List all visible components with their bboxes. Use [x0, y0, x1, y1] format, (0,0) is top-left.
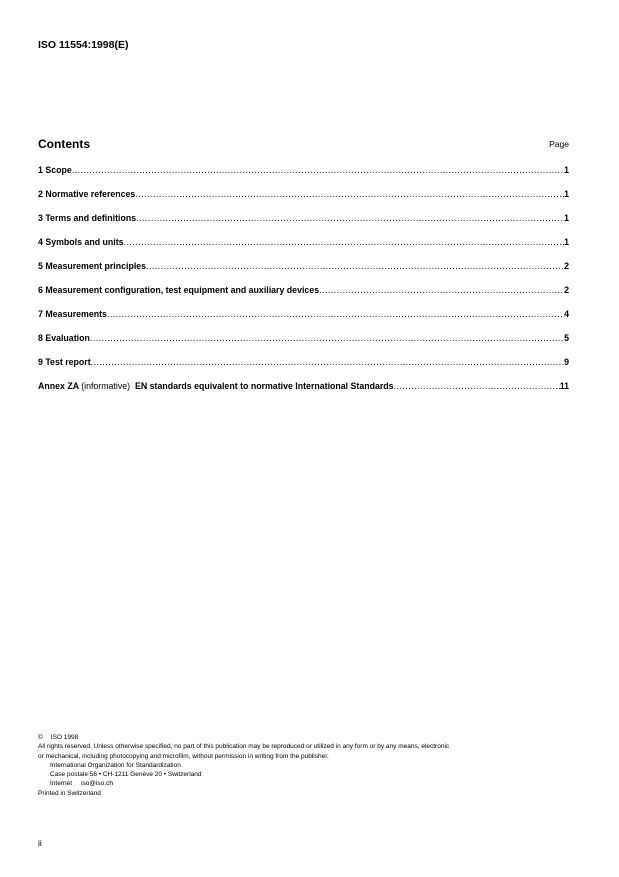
- annex-informative-note: (informative): [81, 381, 131, 391]
- toc-entry-page: 5: [564, 333, 569, 343]
- toc-entry-page: 2: [564, 261, 569, 271]
- dot-leader: [394, 381, 560, 391]
- toc-entry-symbols-and-units[interactable]: [38, 237, 569, 261]
- dot-leader: [90, 333, 564, 343]
- document-identifier: ISO 11554:1998(E): [38, 39, 129, 51]
- dot-leader: [146, 261, 564, 271]
- toc-entry-evaluation[interactable]: [38, 333, 569, 357]
- toc-entry-title: 6 Measurement configuration, test equipment and auxiliary devices: [38, 285, 320, 295]
- toc-entry-title: [38, 381, 394, 391]
- toc-entry-title: 2 Normative references: [38, 189, 136, 199]
- toc-entry-title: 4 Symbols and units: [38, 237, 124, 247]
- toc-entry-measurements[interactable]: [38, 309, 569, 333]
- rights-statement-line-1: All rights reserved. Unless otherwise specified, no part of this publication may be reproduced or utilized in any form or by any means, electronic: [38, 743, 450, 751]
- annex-label: Annex ZA: [38, 381, 79, 391]
- toc-entry-annex-za[interactable]: [38, 381, 569, 405]
- toc-entry-title: 9 Test report: [38, 357, 91, 367]
- copyright-text: ISO 1998: [50, 734, 79, 741]
- toc-entry-page: 9: [564, 357, 569, 367]
- copyright-line: [38, 733, 578, 742]
- copyright-symbol: ©: [38, 734, 43, 741]
- organization-internet: Internet iso@iso.ch: [50, 780, 113, 788]
- rights-statement-line-2: or mechanical, including photocopying and microfilm, without permission in writing from the publisher.: [38, 752, 329, 760]
- toc-entry-measurement-principles[interactable]: [38, 261, 569, 285]
- printed-in: Printed in Switzerland: [38, 789, 101, 797]
- page-number: ii: [38, 838, 42, 848]
- organization-address: Case postale 56 • CH-1211 Genève 20 • Switzerland: [50, 771, 202, 779]
- dot-leader: [319, 285, 564, 295]
- table-of-contents: [38, 165, 569, 405]
- toc-entry-title: 3 Terms and definitions: [38, 213, 137, 223]
- toc-entry-page: 4: [564, 309, 569, 319]
- contents-heading: Contents: [38, 137, 90, 151]
- toc-entry-title: 1 Scope: [38, 165, 72, 175]
- toc-entry-measurement-configuration[interactable]: [38, 285, 569, 309]
- toc-entry-test-report[interactable]: [38, 357, 569, 381]
- dot-leader: [107, 309, 564, 319]
- toc-entry-page: 1: [564, 213, 569, 223]
- toc-entry-page: 11: [559, 381, 569, 391]
- annex-title: EN standards equivalent to normative International Standards: [134, 381, 394, 391]
- toc-entry-title: 5 Measurement principles: [38, 261, 147, 271]
- organization-name: International Organization for Standardization: [50, 761, 181, 769]
- toc-entry-terms-and-definitions[interactable]: [38, 213, 569, 237]
- toc-entry-page: 2: [564, 285, 569, 295]
- toc-entry-page: 1: [564, 237, 569, 247]
- toc-entry-scope[interactable]: [38, 165, 569, 189]
- toc-entry-title: 8 Evaluation: [38, 333, 90, 343]
- toc-entry-title: 7 Measurements: [38, 309, 107, 319]
- copyright-footer: [38, 733, 578, 798]
- toc-entry-page: 1: [564, 189, 569, 199]
- toc-entry-page: 1: [564, 165, 569, 175]
- toc-entry-normative-references[interactable]: [38, 189, 569, 213]
- dot-leader: [136, 213, 564, 223]
- dot-leader: [135, 189, 564, 199]
- dot-leader: [91, 357, 564, 367]
- dot-leader: [72, 165, 564, 175]
- page-column-label: Page: [549, 139, 569, 149]
- dot-leader: [124, 237, 565, 247]
